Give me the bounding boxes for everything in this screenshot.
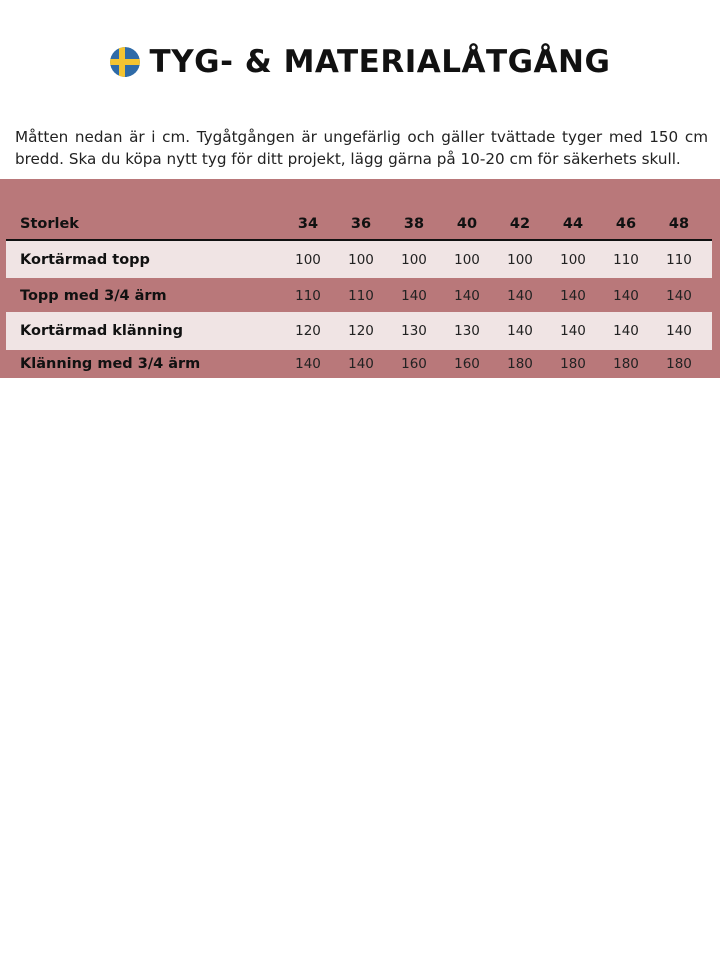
size-header-cell: 38 xyxy=(403,216,425,232)
size-header-cell: 46 xyxy=(615,216,637,232)
table-cell: 100 xyxy=(401,251,427,268)
fabric-table xyxy=(0,179,720,378)
row-label: Kortärmad topp xyxy=(20,251,150,268)
table-row xyxy=(6,350,712,378)
table-cell: 180 xyxy=(666,356,692,372)
row-label: Klänning med 3/4 ärm xyxy=(20,356,201,372)
table-cell: 140 xyxy=(507,323,533,339)
sweden-flag-icon xyxy=(110,47,140,77)
table-header-row xyxy=(6,209,712,241)
table-cell: 140 xyxy=(613,287,639,304)
table-cell: 140 xyxy=(507,287,533,304)
table-cell: 180 xyxy=(560,356,586,372)
table-row xyxy=(6,312,712,350)
table-cell: 140 xyxy=(666,287,692,304)
table-cell: 130 xyxy=(454,323,480,339)
table-cell: 140 xyxy=(560,323,586,339)
size-header-cell: 48 xyxy=(668,216,690,232)
table-cell: 180 xyxy=(613,356,639,372)
table-cell: 140 xyxy=(295,356,321,372)
intro-text: Måtten nedan är i cm. Tygåtgången är ungefärlig och gäller tvättade tyger med 150 cm bredd. Ska du köpa nytt tyg för ditt projekt, lägg gärna på 10-20 cm för säkerhets skull. xyxy=(15,128,708,168)
size-header-cell: 36 xyxy=(350,216,372,232)
table-row xyxy=(6,241,712,278)
table-cell: 140 xyxy=(613,323,639,339)
table-cell: 100 xyxy=(507,251,533,268)
table-cell: 110 xyxy=(613,251,639,268)
table-cell: 140 xyxy=(401,287,427,304)
size-header-cell: 44 xyxy=(562,216,584,232)
table-cell: 110 xyxy=(348,287,374,304)
table-cell: 100 xyxy=(348,251,374,268)
row-label: Topp med 3/4 ärm xyxy=(20,287,167,304)
table-cell: 100 xyxy=(454,251,480,268)
size-header-cell: 34 xyxy=(297,216,319,232)
table-cell: 100 xyxy=(560,251,586,268)
page-title: TYG- & MATERIALÅTGÅNG xyxy=(149,44,611,80)
table-cell: 120 xyxy=(295,323,321,339)
page-header xyxy=(0,42,720,82)
table-cell: 140 xyxy=(560,287,586,304)
size-header-cell: 40 xyxy=(456,216,478,232)
table-cell: 130 xyxy=(401,323,427,339)
row-label: Kortärmad klänning xyxy=(20,323,183,339)
table-cell: 110 xyxy=(666,251,692,268)
table-cell: 140 xyxy=(666,323,692,339)
table-cell: 100 xyxy=(295,251,321,268)
table-cell: 180 xyxy=(507,356,533,372)
table-cell: 110 xyxy=(295,287,321,304)
size-header-label: Storlek xyxy=(20,216,79,232)
table-cell: 140 xyxy=(454,287,480,304)
table-cell: 160 xyxy=(454,356,480,372)
table-cell: 160 xyxy=(401,356,427,372)
table-cell: 140 xyxy=(348,356,374,372)
table-cell: 120 xyxy=(348,323,374,339)
size-header-cell: 42 xyxy=(509,216,531,232)
table-row xyxy=(6,277,712,314)
